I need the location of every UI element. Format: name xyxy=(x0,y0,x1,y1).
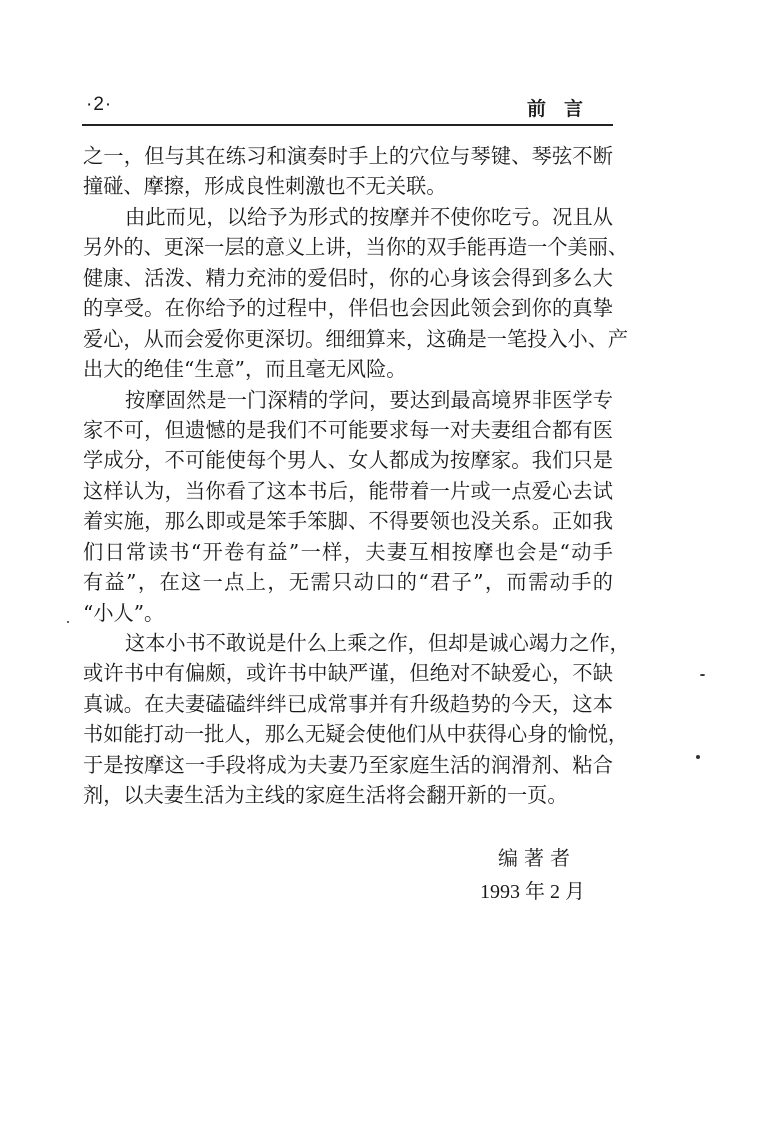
text-line: 这本小书不敢说是什么上乘之作，但却是诚心竭力之作， xyxy=(125,631,630,655)
text-line: 健康、活泼、精力充沛的爱侣时，你的心身该会得到多么大 xyxy=(83,265,613,290)
text-line: 真诚。在夫妻磕磕绊绊已成常事并有升级趋势的今天，这本 xyxy=(83,691,613,716)
text-line: 出大的绝佳“生意”，而且毫无风险。 xyxy=(83,357,407,382)
text-line: 另外的、更深一层的意义上讲，当你的双手能再造一个美丽、 xyxy=(83,235,629,260)
text-line: 有益”，在这一点上，无需只动口的“君子”，而需动手的 xyxy=(83,570,613,595)
text-line: 们日常读书“开卷有益”一样，夫妻互相按摩也会是“动手 xyxy=(83,539,613,564)
text-line: 书如能打动一批人，那么无疑会使他们从中获得心身的愉悦， xyxy=(83,722,629,747)
text-line: “小人”。 xyxy=(83,600,165,625)
header-rule xyxy=(82,124,613,126)
body-text xyxy=(83,141,630,811)
text-line: 或许书中有偏颇，或许书中缺严谨，但绝对不缺爱心，不缺 xyxy=(83,661,613,686)
page-number: ·2· xyxy=(86,94,113,115)
text-line: 之一，但与其在练习和演奏时手上的穴位与琴键、琴弦不断 xyxy=(83,144,613,168)
scan-speck xyxy=(67,621,69,623)
scan-speck xyxy=(696,755,700,759)
text-line: 由此而见，以给予为形式的按摩并不使你吃亏。况且从 xyxy=(125,204,613,229)
text-line: 按摩固然是一门深精的学问，要达到最高境界非医学专 xyxy=(125,387,613,412)
signature-date: 1993 年 2 月 xyxy=(480,881,585,903)
text-line: 剂，以夫妻生活为主线的家庭生活将会翻开新的一页。 xyxy=(83,783,568,808)
text-line: 于是按摩这一手段将成为夫妻乃至家庭生活的润滑剂、粘合 xyxy=(83,752,613,777)
text-line: 的享受。在你给予的过程中，伴侣也会因此领会到你的真挚 xyxy=(83,296,613,321)
text-line: 学成分，不可能使每个男人、女人都成为按摩家。我们只是 xyxy=(83,448,613,473)
text-line: 着实施，那么即或是笨手笨脚、不得要领也没关系。正如我 xyxy=(83,509,613,534)
running-title: 前言 xyxy=(526,98,601,120)
page-header xyxy=(82,92,613,122)
text-line: 家不可，但遗憾的是我们不可能要求每一对夫妻组合都有医 xyxy=(83,417,613,442)
text-line: 撞碰、摩擦，形成良性刺激也不无关联。 xyxy=(83,174,447,199)
author-signature: 编著者 xyxy=(498,846,576,870)
scan-speck xyxy=(700,674,705,676)
text-line: 爱心，从而会爱你更深切。细细算来，这确是一笔投入小、产 xyxy=(83,326,629,351)
text-line: 这样认为，当你看了这本书后，能带着一片或一点爱心去试 xyxy=(83,478,613,503)
